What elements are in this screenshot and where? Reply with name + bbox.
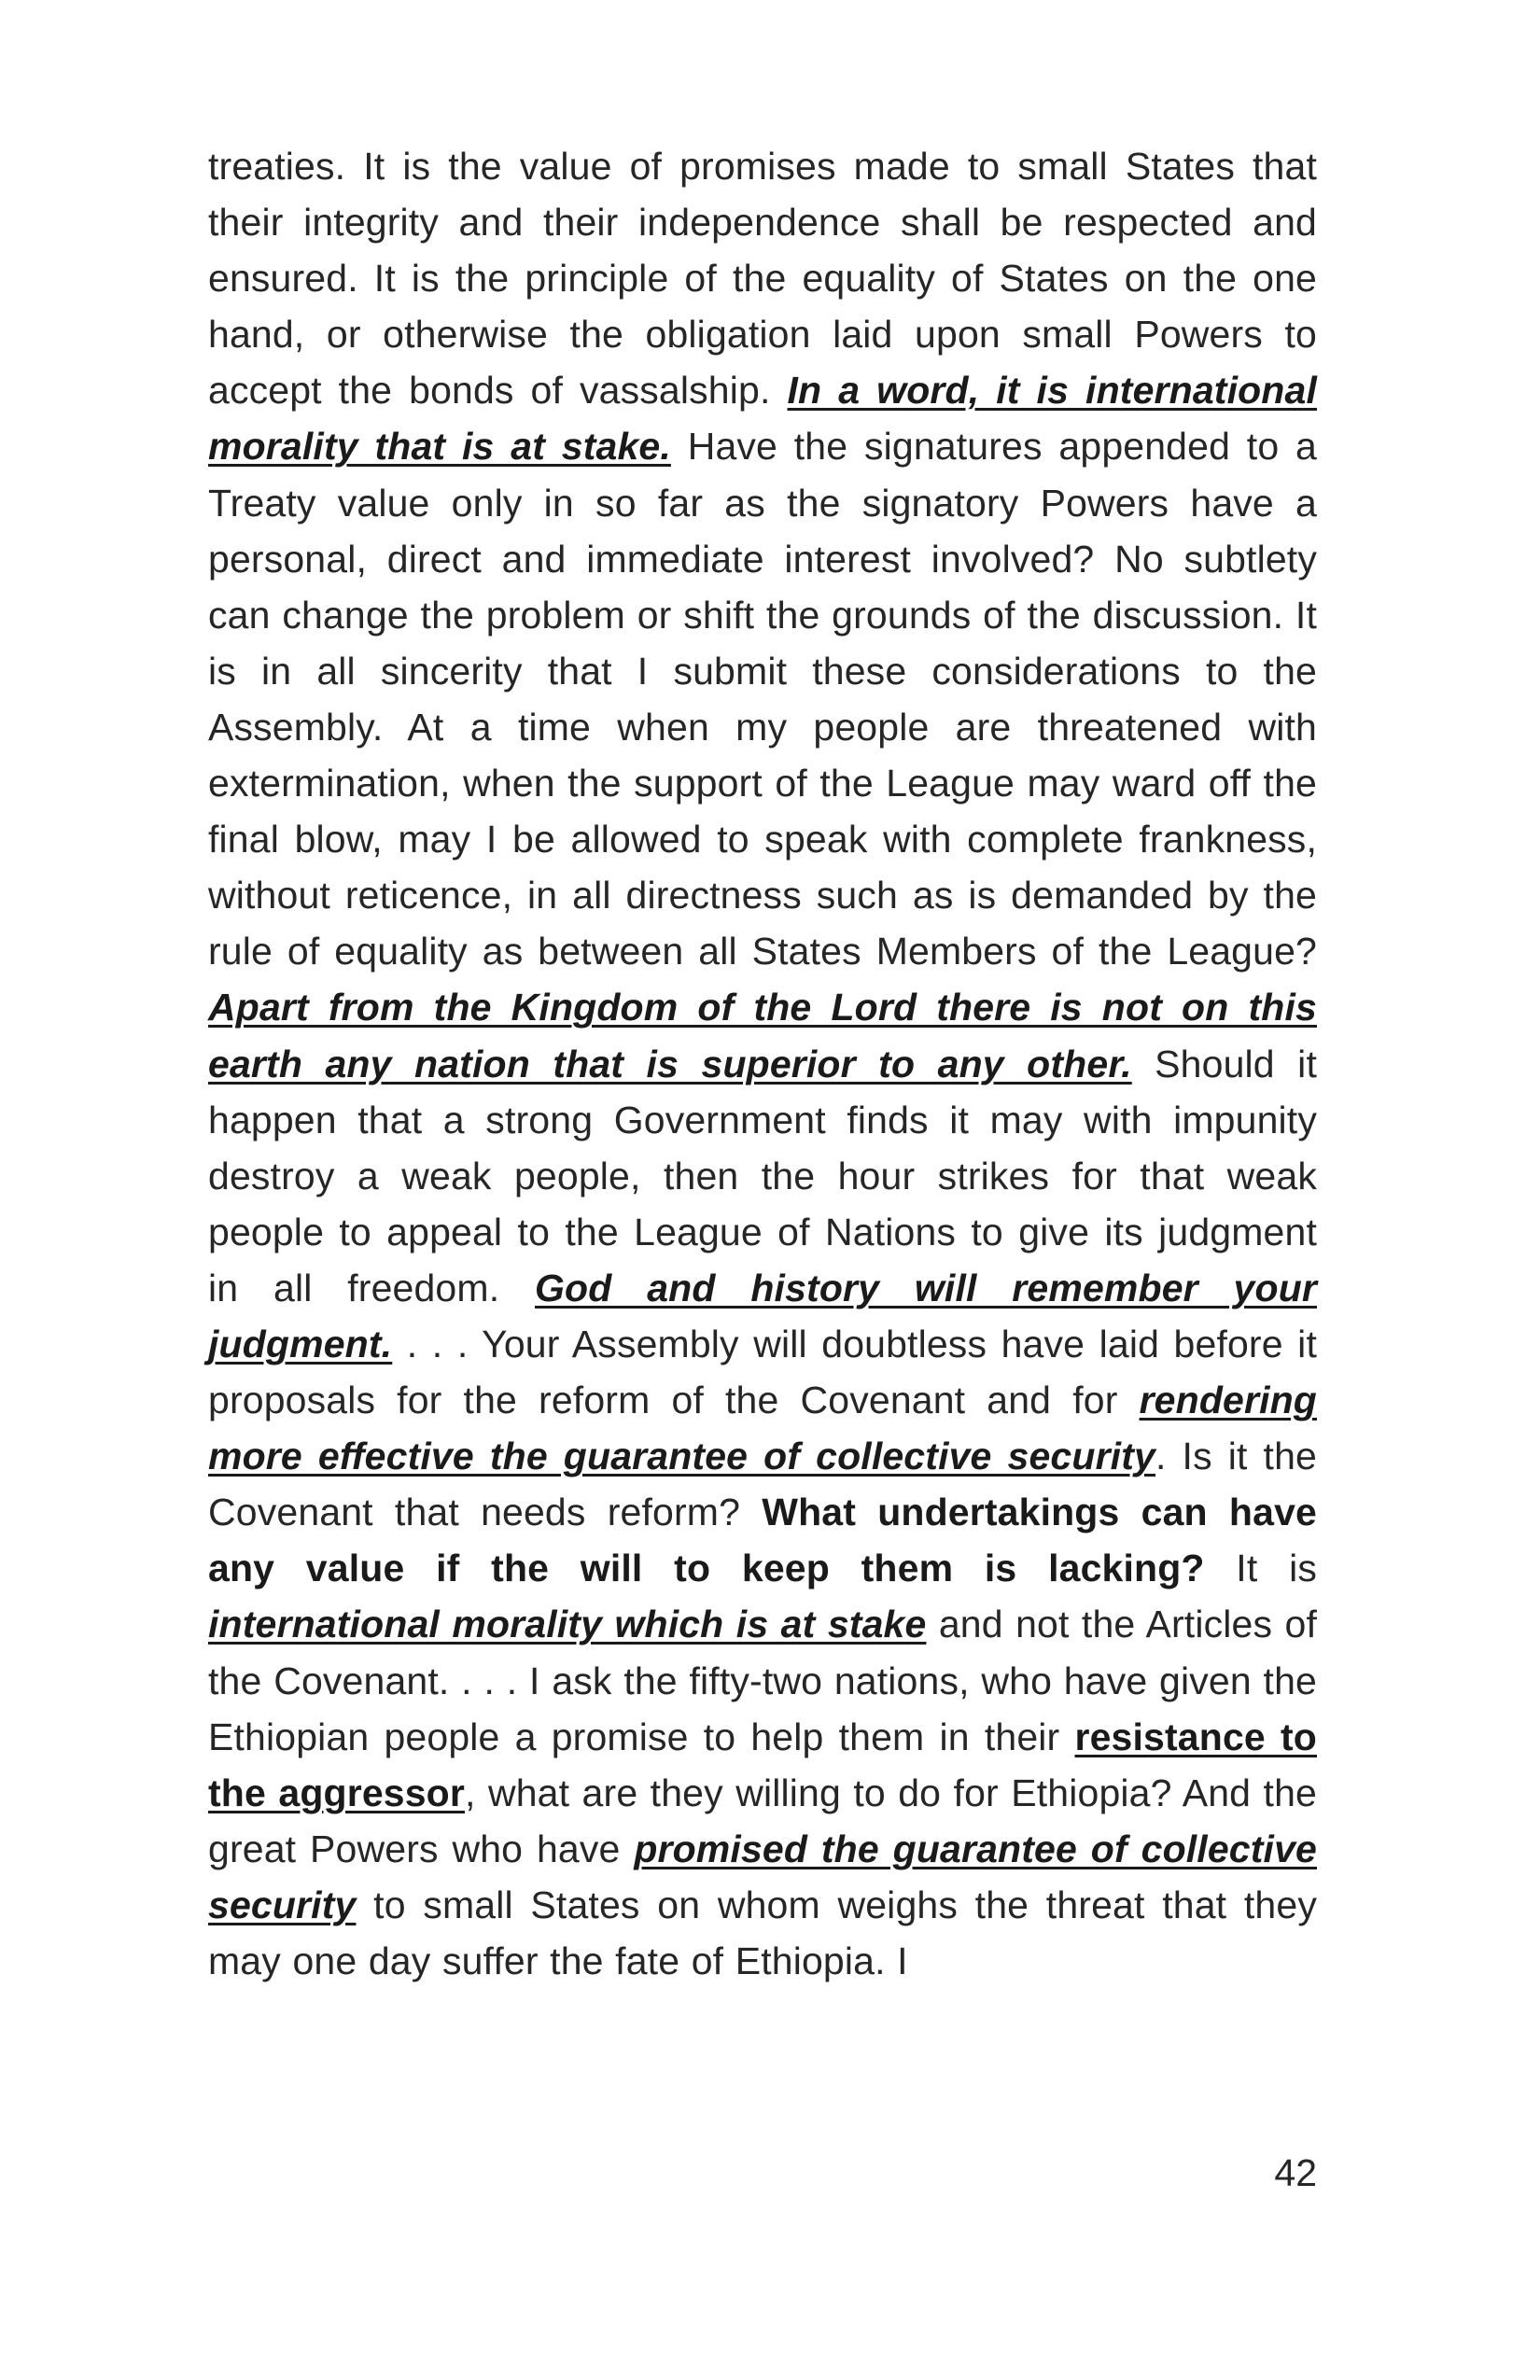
- text-run: , what are they willing to do for Ethiopia? And the great Powers who have: [208, 1771, 1317, 1870]
- text-run: . Is it the Covenant that needs reform?: [208, 1435, 1317, 1534]
- emphasis-bold-italic-underline: In a word, it is international morality that is at stake.: [208, 369, 1317, 469]
- text-run: . . . Your Assembly will doubtless have laid before it proposals for the reform of the Covenant and for: [208, 1322, 1317, 1422]
- text-run: Should it happen that a strong Government finds it may with impunity destroy a weak people, then the hour strikes for that weak people to appeal to the League of Nations to give its judgment in all freedom.: [208, 1042, 1317, 1309]
- emphasis-bold-underline: resistance to the aggressor: [208, 1715, 1317, 1814]
- text-run: and not the Articles of the Covenant. . . . I ask the fifty-two nations, who have given the Ethiopian people a promise to help them in their: [208, 1603, 1318, 1758]
- text-run: It is: [1204, 1547, 1318, 1590]
- page-number: 42: [1274, 2151, 1317, 2194]
- emphasis-bold-italic-underline: Apart from the Kingdom of the Lord there is not on this earth any nation that is superior to any other.: [208, 986, 1317, 1085]
- body-paragraph: [208, 138, 1317, 1989]
- text-run: Have the signatures appended to a Treaty value only in so far as the signatory Powers have a personal, direct and immediate interest involved? No subtlety can change the problem or shift the grounds of the discussion. It is in all sincerity that I submit these considerations to the Assembly. At a time when my people are threatened with extermination, when the support of the League may ward off the final blow, may I be allowed to speak with complete frankness, without reticence, in all directness such as is demanded by the rule of equality as between all States Members of the League?: [208, 425, 1318, 973]
- text-run: treaties. It is the value of promises made to small States that their integrity and their independence shall be respected and ensured. It is the principle of the equality of States on the one hand, or otherwise the obligation laid upon small Powers to accept the bonds of vassalship.: [208, 145, 1317, 413]
- emphasis-bold-italic-underline: God and history will remember your judgment.: [208, 1266, 1317, 1365]
- emphasis-bold-italic-underline: promised the guarantee of collective security: [208, 1827, 1317, 1926]
- emphasis-bold-italic-underline: rendering more effective the guarantee of collective security: [208, 1379, 1317, 1478]
- emphasis-bold: What undertakings can have any value if the will to keep them is lacking?: [208, 1491, 1317, 1590]
- text-run: to small States on whom weighs the threat that they may one day suffer the fate of Ethiopia. I: [208, 1883, 1317, 1982]
- emphasis-bold-italic-underline: international morality which is at stake: [208, 1603, 927, 1646]
